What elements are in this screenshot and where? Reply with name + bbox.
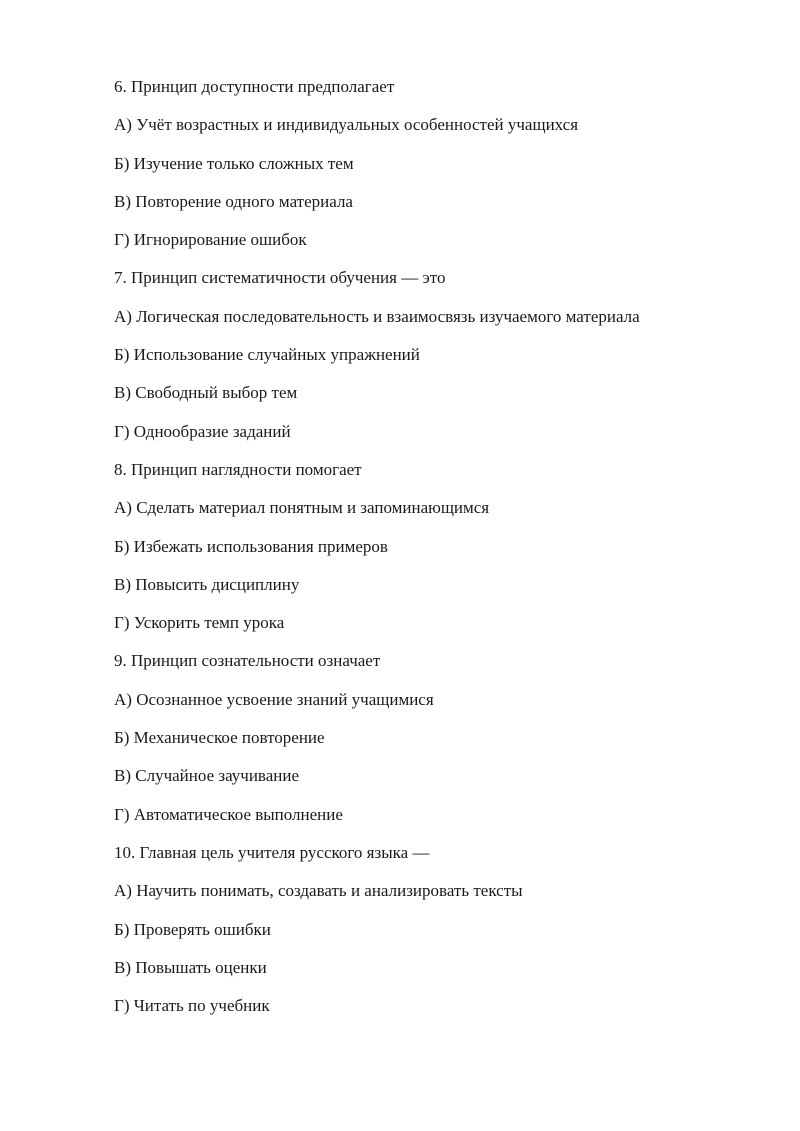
answer-option: А) Осознанное усвоение знаний учащимися [114, 689, 434, 709]
test-questions [114, 74, 754, 1031]
answer-option: Б) Механическое повторение [114, 728, 325, 748]
answer-option: В) Повышать оценки [114, 957, 267, 977]
answer-option: В) Повторение одного материала [114, 191, 353, 211]
answer-option: А) Логическая последовательность и взаимосвязь изучаемого материала [114, 306, 640, 326]
answer-option: Г) Игнорирование ошибок [114, 230, 307, 250]
answer-option: Б) Избежать использования примеров [114, 536, 388, 556]
question-text: 6. Принцип доступности предполагает [114, 77, 395, 96]
question-text: 8. Принцип наглядности помогает [114, 459, 362, 479]
answer-option: А) Научить понимать, создавать и анализировать тексты [114, 881, 523, 901]
answer-option: В) Случайное заучивание [114, 766, 299, 786]
answer-option: А) Сделать материал понятным и запоминающимся [114, 498, 490, 518]
question-text: 7. Принцип систематичности обучения — это [114, 268, 446, 288]
answer-option: Б) Изучение только сложных тем [114, 153, 354, 173]
question-block [114, 265, 754, 456]
answer-option: В) Свободный выбор тем [114, 383, 298, 403]
question-block [114, 648, 754, 839]
answer-option: Б) Использование случайных упражнений [114, 345, 420, 365]
question-text: 10. Главная цель учителя русского языка — [114, 842, 430, 862]
answer-option: Б) Проверять ошибки [114, 919, 271, 939]
question-block [114, 457, 754, 648]
answer-option: А) Учёт возрастных и индивидуальных особенностей учащихся [114, 115, 579, 135]
question-block [114, 840, 754, 1031]
answer-option: Г) Ускорить темп урока [114, 613, 285, 633]
answer-option: В) Повысить дисциплину [114, 574, 300, 594]
answer-option: Г) Однообразие заданий [114, 421, 291, 441]
answer-option: Г) Автоматическое выполнение [114, 804, 343, 824]
question-block [114, 74, 754, 265]
answer-option: Г) Читать по учебник [114, 996, 270, 1016]
question-text: 9. Принцип сознательности означает [114, 651, 381, 671]
